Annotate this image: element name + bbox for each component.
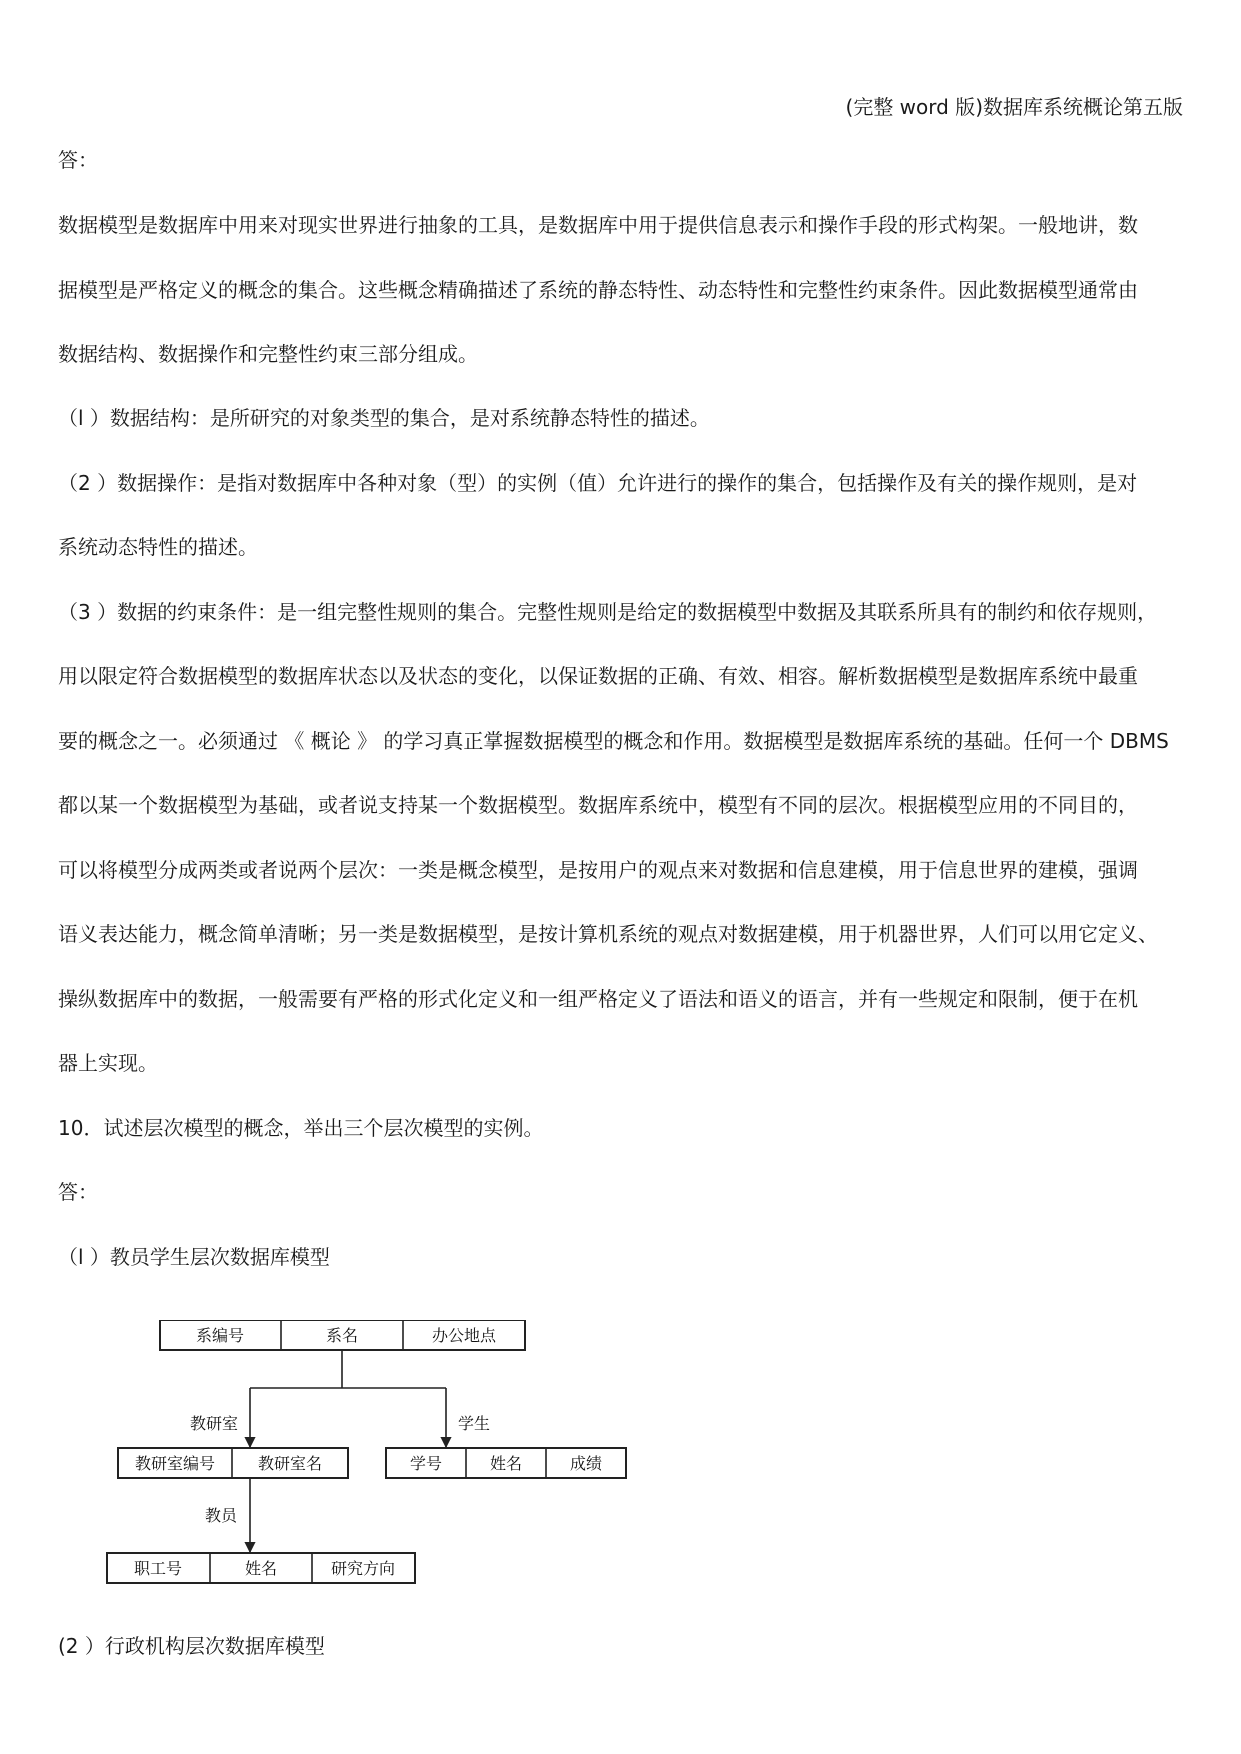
subheading-2: (2 ）行政机构层次数据库模型 [58,1634,325,1658]
edge-label: 学生 [458,1414,491,1433]
answer-label: 答： [58,1180,98,1204]
right-child-record [386,1448,626,1478]
question-10: 10．试述层次模型的概念，举出三个层次模型的实例。 [58,1116,544,1140]
left-child-field: 教研室编号 [134,1454,216,1473]
bottom-child-field: 姓名 [244,1559,278,1578]
paragraph-line: 据模型是严格定义的概念的集合。这些概念精确描述了系统的静态特性、动态特性和完整性约束条件。因此数据模型通常由 [58,278,1138,302]
right-child-field: 成绩 [569,1454,603,1473]
edge-label: 教员 [205,1506,238,1525]
paragraph-line: 系统动态特性的描述。 [58,535,258,559]
bottom-child-record [107,1553,415,1583]
root-field: 办公地点 [431,1326,497,1345]
root-record [160,1320,525,1350]
list-item-3: （3 ）数据的约束条件：是一组完整性规则的集合。完整性规则是给定的数据模型中数据及其联系所具有的制约和依存规则， [58,600,1158,624]
subheading-1: （l ）教员学生层次数据库模型 [58,1245,330,1269]
hierarchy-diagram [100,1320,640,1600]
right-child-field: 姓名 [489,1454,523,1473]
answer-label: 答： [58,148,98,172]
list-item-2: （2 ）数据操作：是指对数据库中各种对象（型）的实例（值）允许进行的操作的集合，包括操作及有关的操作规则，是对 [58,471,1138,495]
list-item-1: （l ）数据结构：是所研究的对象类型的集合，是对系统静态特性的描述。 [58,406,710,430]
paragraph-line: 要的概念之一。必须通过 《 概论 》 的学习真正掌握数据模型的概念和作用。数据模型是数据库系统的基础。任何一个 DBMS [58,729,1169,753]
paragraph-line: 语义表达能力，概念简单清晰；另一类是数据模型，是按计算机系统的观点对数据建模，用于机器世界，人们可以用它定义、 [58,922,1158,946]
paragraph-line: 都以某一个数据模型为基础，或者说支持某一个数据模型。数据库系统中，模型有不同的层次。根据模型应用的不同目的， [58,793,1138,817]
right-child-field: 学号 [409,1454,443,1473]
root-field: 系名 [325,1326,359,1345]
left-child-field: 教研室名 [257,1454,323,1473]
paragraph-line: 数据结构、数据操作和完整性约束三部分组成。 [58,342,478,366]
bottom-child-field: 职工号 [133,1559,183,1578]
paragraph-line: 可以将模型分成两类或者说两个层次：一类是概念模型，是按用户的观点来对数据和信息建模，用于信息世界的建模，强调 [58,858,1138,882]
paragraph-line: 器上实现。 [58,1051,158,1075]
root-field: 系编号 [195,1326,245,1345]
paragraph-line: 数据模型是数据库中用来对现实世界进行抽象的工具，是数据库中用于提供信息表示和操作手段的形式构架。一般地讲，数 [58,213,1138,237]
left-child-record [118,1448,348,1478]
bottom-child-field: 研究方向 [330,1559,396,1578]
paragraph-line: 操纵数据库中的数据，一般需要有严格的形式化定义和一组严格定义了语法和语义的语言，并有一些规定和限制，便于在机 [58,987,1138,1011]
paragraph-line: 用以限定符合数据模型的数据库状态以及状态的变化，以保证数据的正确、有效、相容。解析数据模型是数据库系统中最重 [58,664,1138,688]
edge-label: 教研室 [190,1414,239,1433]
page-header: (完整 word 版)数据库系统概论第五版 [845,95,1183,119]
